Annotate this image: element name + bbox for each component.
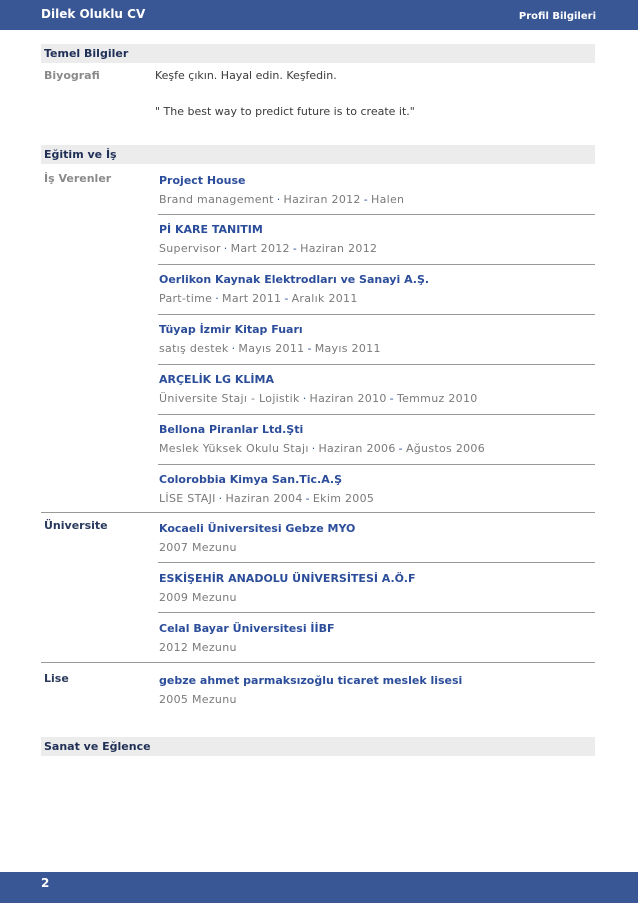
date-dash: - [292, 242, 298, 255]
employer-end: Halen [371, 193, 405, 206]
biyografi-line-2: " The best way to predict future is to create it." [155, 105, 415, 118]
biyografi-label: Biyografi [44, 69, 100, 82]
section-title: Profil Bilgileri [518, 11, 596, 22]
school-entry [158, 522, 595, 565]
employer-end: Temmuz 2010 [396, 392, 478, 405]
divider [158, 414, 595, 415]
employer-role: Supervisor [159, 242, 221, 255]
section-egitim-ve-is [41, 145, 595, 164]
section-sanat-ve-eglence [41, 737, 595, 756]
divider [158, 562, 595, 563]
divider [158, 264, 595, 265]
date-dash: - [284, 292, 289, 305]
employer-meta [159, 492, 374, 505]
school-entry [158, 572, 595, 615]
meta-separator: · [218, 492, 223, 505]
employer-entry [158, 373, 595, 416]
school-detail: 2012 Mezunu [159, 641, 237, 654]
employer-name: Oerlikon Kaynak Elektrodları ve Sanayi A.Ş. [159, 273, 430, 286]
employer-meta [159, 193, 404, 206]
divider [158, 612, 595, 613]
school-name: gebze ahmet parmaksızoğlu ticaret meslek lisesi [159, 674, 463, 687]
employer-entry [158, 174, 595, 217]
document-title: Dilek Oluklu CV [41, 7, 146, 21]
employer-name: Colorobbia Kimya San.Tic.A.Ş [159, 473, 343, 486]
employer-meta [159, 442, 485, 455]
employer-name: Pİ KARE TANITIM [159, 223, 263, 236]
school-name: Kocaeli Üniversitesi Gebze MYO [159, 522, 356, 535]
school-entry [158, 674, 595, 717]
employer-end: Mayıs 2011 [314, 342, 381, 355]
divider [158, 214, 595, 215]
employer-start: Mart 2012 [230, 242, 290, 255]
employer-meta [159, 292, 358, 305]
page-number: 2 [41, 876, 50, 890]
employer-name: Project House [159, 174, 246, 187]
section-heading: Temel Bilgiler [44, 47, 129, 60]
employer-name: Tüyap İzmir Kitap Fuarı [159, 323, 303, 336]
date-dash: - [307, 342, 312, 355]
divider [158, 364, 595, 365]
meta-separator: · [231, 342, 236, 355]
employer-name: Bellona Piranlar Ltd.Şti [159, 423, 304, 436]
employer-meta [159, 342, 381, 355]
employer-entry [158, 223, 595, 266]
divider [41, 662, 595, 663]
meta-separator: · [311, 442, 316, 455]
universite-label: Üniversite [44, 519, 108, 532]
employer-entry [158, 423, 595, 466]
employer-end: Ağustos 2006 [405, 442, 486, 455]
employer-end: Ekim 2005 [312, 492, 375, 505]
divider [41, 512, 595, 513]
employer-role: Brand management [159, 193, 274, 206]
employer-start: Haziran 2012 [283, 193, 361, 206]
meta-separator: · [302, 392, 307, 405]
lise-label: Lise [44, 672, 69, 685]
employer-end: Haziran 2012 [300, 242, 378, 255]
section-heading: Sanat ve Eğlence [44, 740, 151, 753]
employer-start: Mayıs 2011 [238, 342, 305, 355]
section-temel-bilgiler [41, 44, 595, 63]
employer-entry [158, 473, 595, 516]
school-name: Celal Bayar Üniversitesi İİBF [159, 622, 335, 635]
date-dash: - [305, 492, 310, 505]
date-dash: - [363, 193, 368, 206]
page-header-bar [0, 0, 638, 30]
school-entry [158, 622, 595, 665]
employer-meta [159, 242, 377, 255]
employer-role: satış destek [159, 342, 229, 355]
biyografi-line-1: Keşfe çıkın. Hayal edin. Keşfedin. [155, 69, 337, 82]
employer-role: LİSE STAJI [159, 492, 216, 505]
page-footer-bar [0, 872, 638, 903]
is-verenler-label: İş Verenler [44, 172, 112, 185]
employer-start: Haziran 2010 [309, 392, 387, 405]
date-dash: - [389, 392, 394, 405]
employer-name: ARÇELİK LG KLİMA [159, 373, 274, 386]
date-dash: - [398, 442, 403, 455]
divider [158, 464, 595, 465]
employer-end: Aralık 2011 [291, 292, 358, 305]
section-heading: Eğitim ve İş [44, 148, 117, 161]
employer-role: Part-time [159, 292, 213, 305]
employer-start: Haziran 2004 [225, 492, 303, 505]
employer-meta [159, 392, 478, 405]
meta-separator: · [215, 292, 220, 305]
employer-role: Meslek Yüksek Okulu Stajı [159, 442, 309, 455]
employer-entry [158, 273, 595, 316]
school-detail: 2009 Mezunu [159, 591, 237, 604]
meta-separator: · [223, 242, 228, 255]
employer-entry [158, 323, 595, 366]
meta-separator: · [276, 193, 281, 206]
employer-start: Mart 2011 [222, 292, 282, 305]
school-name: ESKİŞEHİR ANADOLU ÜNİVERSİTESİ A.Ö.F [159, 572, 416, 585]
divider [158, 314, 595, 315]
school-detail: 2007 Mezunu [159, 541, 237, 554]
employer-role: Üniversite Stajı - Lojistik [159, 392, 300, 405]
employer-start: Haziran 2006 [318, 442, 396, 455]
school-detail: 2005 Mezunu [159, 693, 237, 706]
